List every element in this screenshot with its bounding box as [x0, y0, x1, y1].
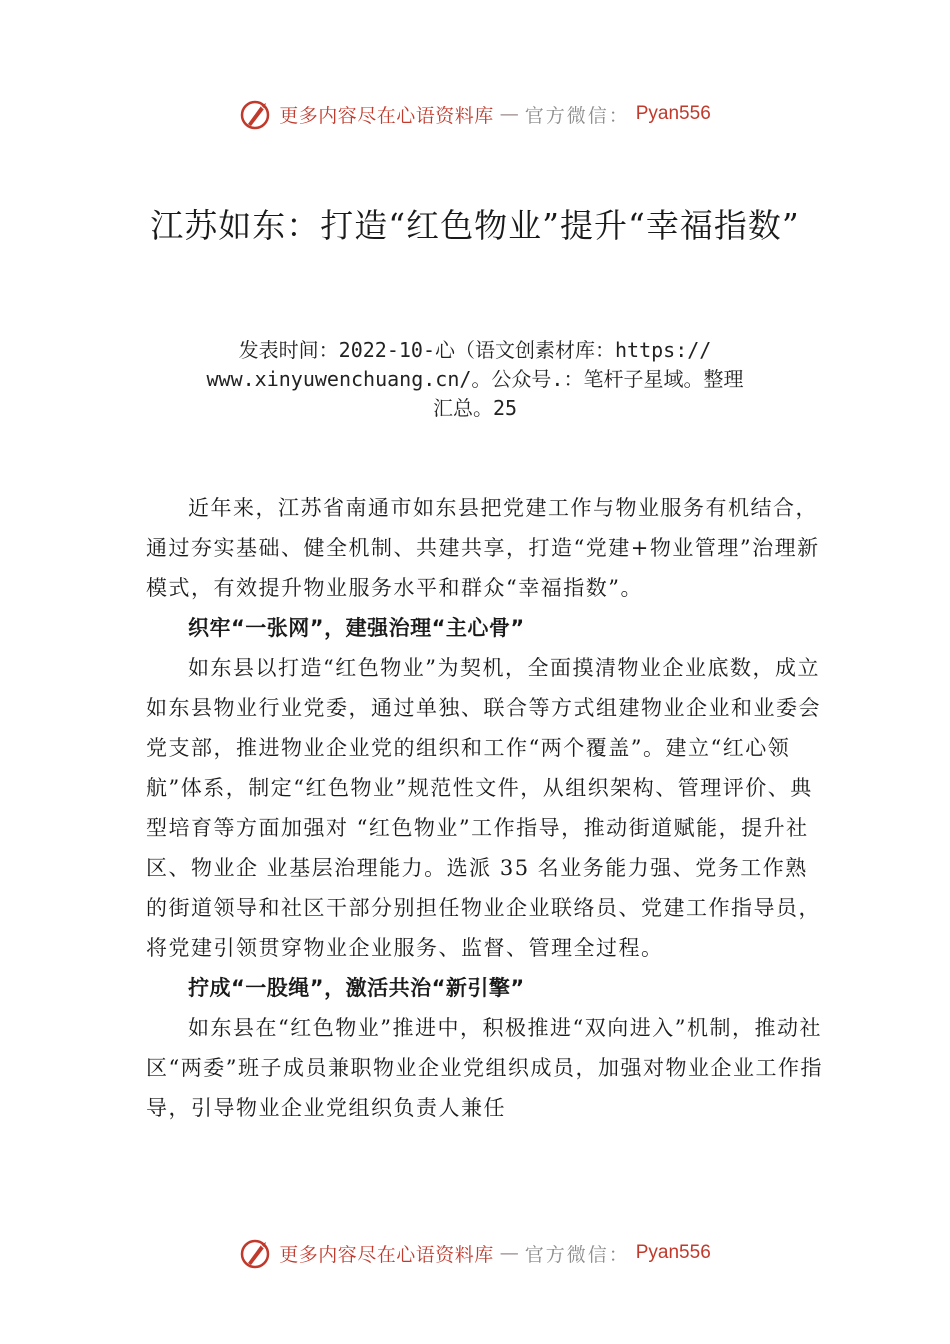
paragraph-section-2: 如东县在“红色物业”推进中，积极推进“双向进入”机制，推动社区“两委”班子成员兼职物业企业党组织成员，加强对物业企业工作指导，引导物业企业党组织负责人兼任 — [146, 1016, 823, 1120]
meta-line-3: 汇总。25 — [432, 396, 518, 420]
header-banner — [0, 94, 950, 134]
article-body — [146, 488, 830, 1128]
banner-account: Pyan556 — [635, 1242, 711, 1263]
paragraph-intro: 近年来，江苏省南通市如东县把党建工作与物业服务有机结合，通过夯实基础、健全机制、共建共享，打造“党建+物业管理”治理新模式，有效提升物业服务水平和群众“幸福指数”。 — [146, 496, 820, 600]
meta-line-1: 发表时间：2022-10-心（语文创素材库：https:// — [238, 338, 712, 362]
banner-separator: — — [499, 103, 519, 125]
banner-label: 官方微信： — [524, 104, 630, 127]
banner-text: 更多内容尽在心语资料库 — [279, 1243, 494, 1266]
pen-nib-logo-icon — [239, 1236, 273, 1270]
article-title: 江苏如东：打造“红色物业”提升“幸福指数” — [150, 206, 800, 245]
paragraph-section-1: 如东县以打造“红色物业”为契机，全面摸清物业企业底数，成立如东县物业行业党委，通过单独、联合等方式组建物业企业和业委会党支部，推进物业企业党的组织和工作“两个覆盖”。建立“红心领航”体系，制定“红色物业”规范性文件，从组织架构、管理评价、典型培育等方面加强对 “红色物业”工作指导，推动街道赋能，提升社区、物业企 业基层治理能力。选派 35 名业务能力强、党务工作熟的街道领导和社区干部分别担任物业企业联络员、党建工作指导员， 将党建引领贯穿物业企业服务、监督、管理全过程。 — [146, 656, 821, 960]
pen-nib-logo-icon — [239, 97, 273, 131]
meta-line-2: www.xinyuwenchuang.cn/。公众号.：笔杆子星域。整理 — [206, 367, 744, 391]
banner-text: 更多内容尽在心语资料库 — [279, 104, 494, 127]
banner-separator: — — [499, 1242, 519, 1264]
footer-banner — [0, 1233, 950, 1273]
section-heading-1: 织牢“一张网”，建强治理“主心骨” — [188, 616, 525, 640]
banner-account: Pyan556 — [635, 103, 711, 124]
article-meta — [145, 336, 805, 423]
banner-label: 官方微信： — [524, 1243, 630, 1266]
section-heading-2: 拧成“一股绳”，激活共治“新引擎” — [188, 976, 525, 1000]
